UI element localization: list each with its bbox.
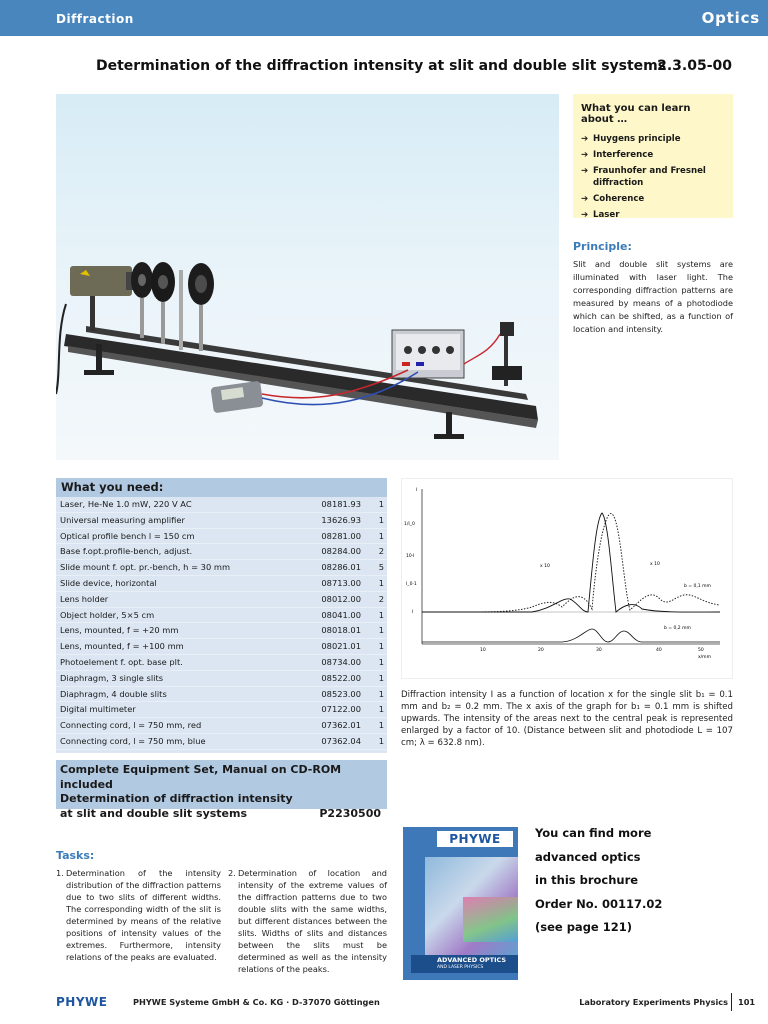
quantity: 1 [378,672,384,683]
annotation-b01: b = 0,1 mm [684,584,711,589]
item-name: Digital multimeter [60,704,136,715]
set-line-1: Complete Equipment Set, Manual on CD-ROM included [60,763,342,791]
table-row [56,702,387,718]
y-label-3: I_0·1 [406,582,417,587]
brochure-title: ADVANCED OPTICS [437,956,507,964]
arrow-icon: ➔ [581,166,589,176]
page-number: 101 [738,997,756,1007]
set-line-2: Determination of diffraction intensity [60,792,293,805]
experiment-code: 2.3.05-00 [657,58,732,74]
quantity: 2 [378,593,384,604]
table-row [56,655,387,671]
section-label: Diffraction [56,12,134,26]
set-line-3: at slit and double slit systems P2230500 [60,806,381,820]
item-name: Lens, mounted, f = +20 mm [60,625,179,636]
table-row [56,639,387,655]
table-row [56,623,387,639]
order-number: 08522.00 [321,672,361,683]
order-number: 08713.00 [321,577,361,588]
item-name: Base f.opt.profile-bench, adjust. [60,546,193,557]
order-number: 07362.01 [321,720,361,731]
tasks-heading: Tasks: [56,849,95,862]
table-row [56,576,387,592]
learn-item: ➔ Laser [581,210,620,220]
item-name: Optical profile bench l = 150 cm [60,530,195,541]
learn-item: ➔ Huygens principle [581,134,681,144]
footer-company: PHYWE Systeme GmbH & Co. KG · D-37070 Göttingen [133,997,380,1007]
item-name: Connecting cord, l = 750 mm, red [60,720,202,731]
order-number: 08021.01 [321,641,361,652]
item-name: Diaphragm, 4 double slits [60,688,167,699]
brochure-text: You can find more advanced optics in this brochure Order No. 00117.02 (see page 121) [535,826,663,934]
table-row [56,544,387,560]
learn-box [573,94,733,218]
x-tick: 50 [698,648,704,653]
table-row [56,718,387,734]
learn-item: ➔ Interference [581,150,654,160]
quantity: 1 [378,625,384,636]
quantity: 1 [378,514,384,525]
x-tick: 20 [538,648,544,653]
table-row [56,734,387,750]
table-row [56,671,387,687]
order-number: 08281.00 [321,530,361,541]
page-title [96,58,736,74]
quantity: 1 [378,577,384,588]
equipment-heading: What you need: [56,478,387,497]
graph-caption: Diffraction intensity I as a function of location x for the single slit b₁ = 0.1 mm and b₂ = 0.2 mm. The x axis of the graph for b₁ = 0.1 mm is shifted upwards. The intensity of the areas next to the central peak is represented enlarged by a factor of 10. (Distance between slit and photodiode L = 107 cm; λ = 632.8 nm). [401,690,733,748]
learn-item: ➔ Fraunhofer and Fresnel diffraction [581,166,706,188]
learn-heading: What you can learn about … [581,103,691,125]
principle-heading: Principle: [573,240,632,253]
brochure-subtitle: AND LASER PHYSICS [437,965,484,970]
brochure-cover [403,827,518,980]
table-row [56,687,387,703]
y-label-top: I [416,488,418,493]
annotation-b02: b = 0,2 mm [664,626,691,631]
table-row [56,497,387,513]
footer-divider [731,993,732,1011]
footer-label: Laboratory Experiments Physics [579,997,728,1007]
task-1: 1. Determination of the intensity distribution of the diffraction patterns due to two slits of different widths. The corresponding width of the slit is determined by means of the relative positions of intensity values of the extremes. Furthermore, intensity relations of the peaks are evaluated. [56,868,221,962]
task-2: 2. Determination of location and intensity of the extreme values of the diffraction patterns due to two double slits with the same widths, but different distances between the slits. Widths of slits and distances between the slits must be determined as well as the intensity relations of the peaks. [228,868,387,974]
order-number: 07362.04 [321,735,361,746]
y-label-2: 10·I [406,554,415,559]
item-name: Diaphragm, 3 single slits [60,672,164,683]
quantity: 1 [378,704,384,715]
item-name: Lens holder [60,593,109,604]
quantity: 1 [378,530,384,541]
x-unit: x/mm [698,655,711,660]
item-name: Connecting cord, l = 750 mm, blue [60,735,206,746]
item-name: Lens, mounted, f = +100 mm [60,641,184,652]
y-label-4: I [412,610,414,615]
order-number: 08734.00 [321,656,361,667]
annotation-x10-left: x 10 [540,564,550,569]
quantity: 1 [378,641,384,652]
x-tick: 30 [596,648,602,653]
x-tick: 40 [656,648,662,653]
item-name: Slide mount f. opt. pr.-bench, h = 30 mm [60,562,231,573]
order-number: 08284.00 [321,546,361,557]
quantity: 1 [378,656,384,667]
table-row [56,592,387,608]
x-tick: 10 [480,648,486,653]
order-number: 08018.01 [321,625,361,636]
quantity: 1 [378,735,384,746]
intensity-graph [401,478,733,679]
arrow-icon: ➔ [581,210,589,220]
quantity: 2 [378,546,384,557]
apparatus-photo [56,94,559,460]
order-number: 07122.00 [321,704,361,715]
quantity: 1 [378,720,384,731]
arrow-icon: ➔ [581,134,589,144]
y-label-1: 1/I_0 [404,522,415,527]
annotation-x10-right: x 10 [650,562,660,567]
brochure-logo: PHYWE [437,831,513,847]
arrow-icon: ➔ [581,150,589,160]
item-name: Slide device, horizontal [60,577,157,588]
equipment-set-box [56,760,387,820]
header-bar [0,0,768,36]
table-row [56,513,387,529]
title-text: Determination of the diffraction intensity at slit and double slit systems [96,58,667,74]
arrow-icon: ➔ [581,194,589,204]
order-number: 08041.00 [321,609,361,620]
order-number: 08012.00 [321,593,361,604]
set-part-number: P2230500 [319,806,381,820]
quantity: 1 [378,499,384,509]
table-row [56,608,387,624]
order-number: 13626.93 [321,514,361,525]
category-label: Optics [701,9,760,27]
order-number: 08523.00 [321,688,361,699]
learn-item: ➔ Coherence [581,194,645,204]
table-row [56,560,387,576]
item-name: Universal measuring amplifier [60,514,185,525]
quantity: 1 [378,688,384,699]
quantity: 1 [378,609,384,620]
table-row [56,529,387,545]
item-name: Object holder, 5×5 cm [60,609,155,620]
principle-text: Slit and double slit systems are illuminated with laser light. The corresponding diffraction patterns are measured by means of a photodiode which can be shifted, as a function of location and intensity. [573,259,733,334]
item-name: Laser, He-Ne 1.0 mW, 220 V AC [60,499,192,509]
footer-logo: PHYWE [56,995,108,1009]
item-name: Photoelement f. opt. base plt. [60,656,183,667]
quantity: 5 [378,562,384,573]
order-number: 08181.93 [321,499,361,509]
equipment-table [56,478,387,753]
order-number: 08286.01 [321,562,361,573]
